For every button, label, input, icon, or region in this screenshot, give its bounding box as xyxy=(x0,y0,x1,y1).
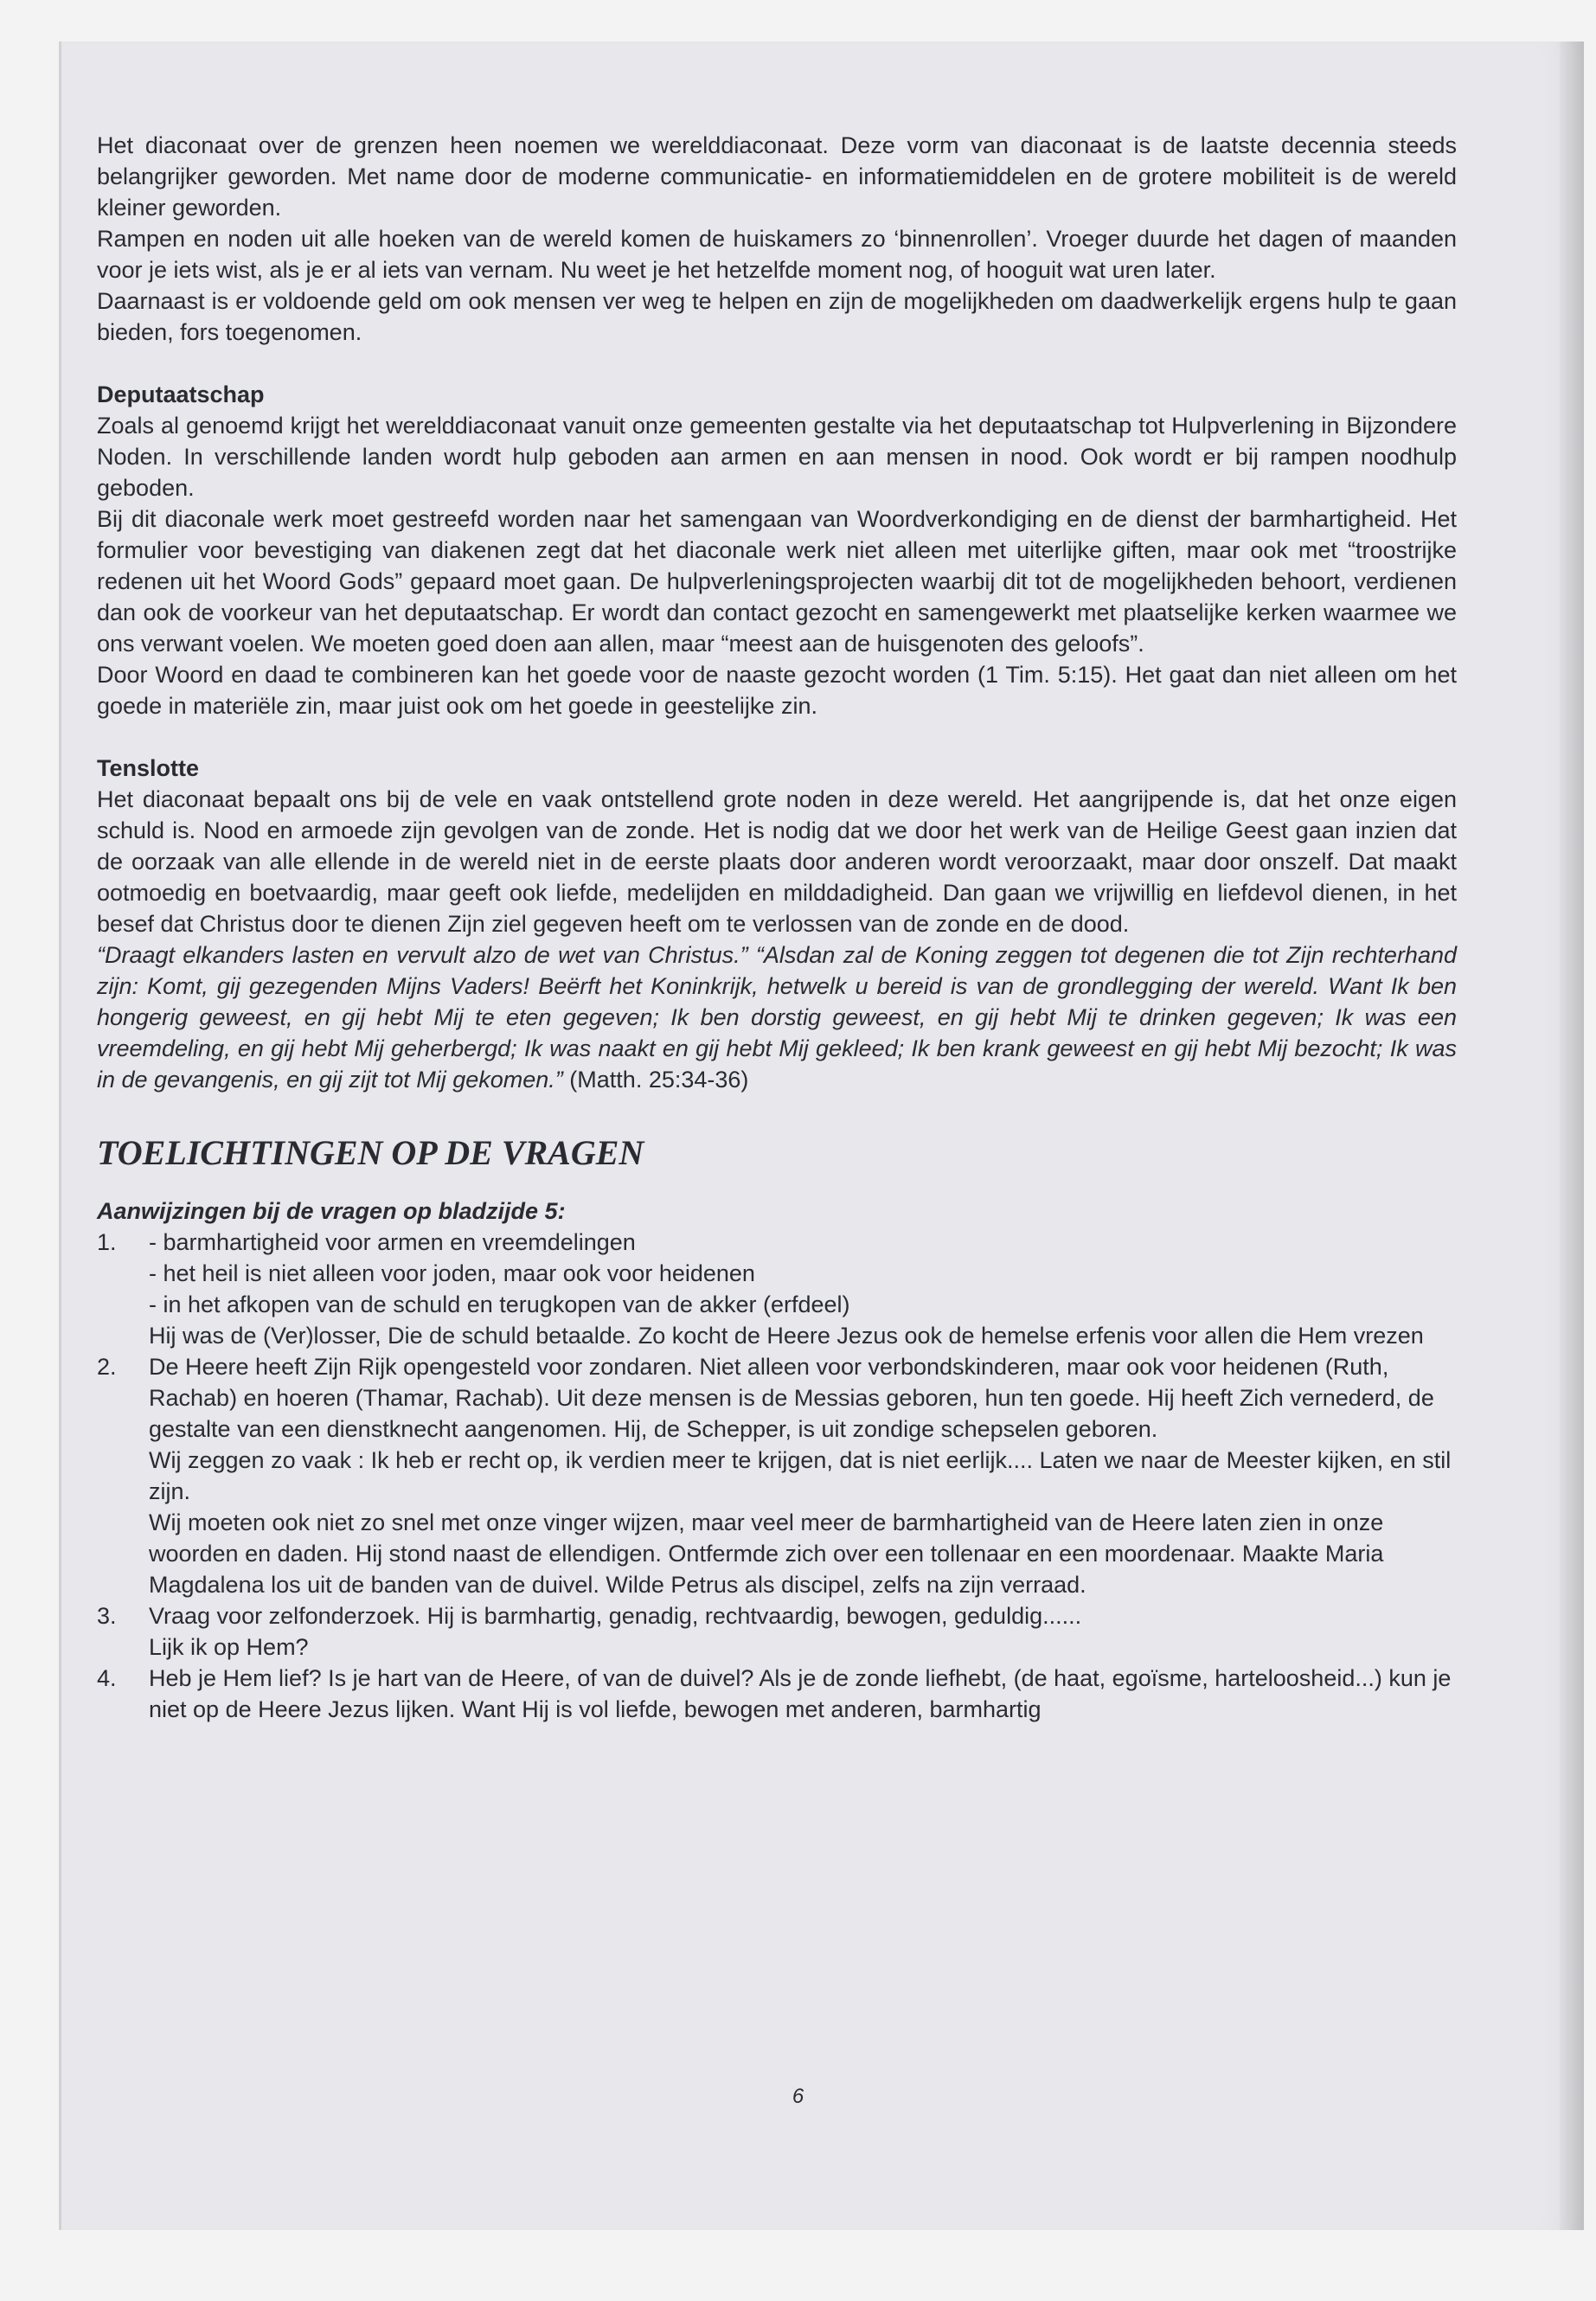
page-content xyxy=(97,130,1457,1725)
item-line: - het heil is niet alleen voor joden, maar ook voor heidenen xyxy=(149,1260,755,1286)
intro-paragraph-2: Rampen en noden uit alle hoeken van de wereld komen de huiskamers zo ‘binnenrollen’. Vroeger duurde het dagen of maanden voor je iets wist, als je er al iets van vernam. Nu weet je het hetzelfde moment nog, of hooguit wat uren later. xyxy=(97,226,1457,283)
section-title: TOELICHTINGEN OP DE VRAGEN xyxy=(97,1133,644,1172)
intro-paragraph-1: Het diaconaat over de grenzen heen noemen we werelddiaconaat. Deze vorm van diaconaat is de laatste decennia steeds belangrijker geworden. Met name door de moderne communicatie- en informatiemiddelen en de grotere mobiliteit is de wereld kleiner geworden. xyxy=(97,132,1457,221)
deputaatschap-paragraph-2: Bij dit diaconale werk moet gestreefd worden naar het samengaan van Woordverkondiging en de dienst der barmhartigheid. Het formulier voor bevestiging van diakenen zegt dat het diaconale werk niet alleen met uiterlijke giften, maar ook met “troostrijke redenen uit het Woord Gods” gepaard moet gaan. De hulpverleningsprojecten waarbij dit tot de mogelijkheden behoort, verdienen dan ook de voorkeur van het deputaatschap. Er wordt dan contact gezocht en samengewerkt met plaatselijke kerken waarmee we ons verwant voelen. We moeten goed doen aan allen, maar “meest aan de huisgenoten des geloofs”. xyxy=(97,506,1457,657)
answer-item-2 xyxy=(97,1351,1457,1600)
item-line: De Heere heeft Zijn Rijk opengesteld voor zondaren. Niet alleen voor verbondskinderen, maar ook voor heidenen (Ruth, Rachab) en hoeren (Thamar, Rachab). Uit deze mensen is de Messias geboren, hun ten goede. Hij heeft Zich vernederd, de gestalte van een dienstknecht aangenomen. Hij, de Schepper, is uit zondige schepselen geboren. xyxy=(149,1354,1434,1442)
item-line: Wij zeggen zo vaak : Ik heb er recht op, ik verdien meer te krijgen, dat is niet eerlijk.... Laten we naar de Meester kijken, en stil zijn. xyxy=(149,1447,1452,1504)
item-line: Wij moeten ook niet zo snel met onze vinger wijzen, maar veel meer de barmhartigheid van de Heere laten zien in onze woorden en daden. Hij stond naast de ellendigen. Ontfermde zich over een tollenaar en een moordenaar. Maakte Maria Magdalena los uit de banden van de duivel. Wilde Petrus als discipel, zelfs na zijn verraad. xyxy=(149,1509,1384,1598)
answer-item-3 xyxy=(97,1600,1457,1663)
intro-paragraph-3: Daarnaast is er voldoende geld om ook mensen ver weg te helpen en zijn de mogelijkheden om daadwerkelijk ergens hulp te gaan bieden, fors toegenomen. xyxy=(97,288,1457,345)
item-number: 3. xyxy=(97,1603,117,1629)
tenslotte-quote-block xyxy=(97,939,1457,1095)
item-line: - in het afkopen van de schuld en terugkopen van de akker (erfdeel) xyxy=(149,1292,850,1317)
item-line: Vraag voor zelfonderzoek. Hij is barmhartig, genadig, rechtvaardig, bewogen, geduldig...... xyxy=(149,1603,1082,1629)
tenslotte-heading: Tenslotte xyxy=(97,755,200,781)
answer-item-4 xyxy=(97,1663,1457,1725)
binding-shadow xyxy=(1560,42,1584,2230)
deputaatschap-paragraph-3: Door Woord en daad te combineren kan het goede voor de naaste gezocht worden (1 Tim. 5:15). Het gaat dan niet alleen om het goede in materiële zin, maar juist ook om het goede in geestelijke zin. xyxy=(97,662,1457,719)
page-number: 6 xyxy=(792,2085,804,2108)
deputaatschap-paragraph-1: Zoals al genoemd krijgt het werelddiaconaat vanuit onze gemeenten gestalte via het deputaatschap tot Hulpverlening in Bijzondere Noden. In verschillende landen wordt hulp geboden aan armen en aan mensen in nood. Ook wordt er bij rampen noodhulp geboden. xyxy=(97,413,1457,501)
answer-item-1 xyxy=(97,1227,1457,1351)
section-subtitle: Aanwijzingen bij de vragen op bladzijde 5: xyxy=(97,1198,566,1224)
item-line: Hij was de (Ver)losser, Die de schuld betaalde. Zo kocht de Heere Jezus ook de hemelse erfenis voor allen die Hem vrezen xyxy=(149,1323,1424,1349)
bible-reference: (Matth. 25:34-36) xyxy=(562,1067,749,1093)
tenslotte-paragraph: Het diaconaat bepaalt ons bij de vele en vaak ontstellend grote noden in deze wereld. Het aangrijpende is, dat het onze eigen schuld is. Nood en armoede zijn gevolgen van de zonde. Het is nodig dat we door het werk van de Heilige Geest gaan inzien dat de oorzaak van alle ellende in de wereld niet in de eerste plaats door anderen wordt veroorzaakt, maar door onszelf. Dat maakt ootmoedig en boetvaardig, maar geeft ook liefde, medelijden en milddadigheid. Dan gaan we vrijwillig en liefdevol dienen, in het besef dat Christus door te dienen Zijn ziel gegeven heeft om te verlossen van de zonde en de dood. xyxy=(97,786,1457,937)
item-number: 4. xyxy=(97,1665,117,1691)
item-number: 2. xyxy=(97,1354,117,1380)
item-line: Heb je Hem lief? Is je hart van de Heere, of van de duivel? Als je de zonde liefhebt, (de haat, egoïsme, harteloosheid...) kun je niet op de Heere Jezus lijken. Want Hij is vol liefde, bewogen met anderen, barmhartig xyxy=(149,1665,1452,1722)
bible-quote: “Draagt elkanders lasten en vervult alzo de wet van Christus.” “Alsdan zal de Koning zeggen tot degenen die tot Zijn rechterhand zijn: Komt, gij gezegenden Mijns Vaders! Beërft het Koninkrijk, hetwelk u bereid is van de grondlegging der wereld. Want Ik ben hongerig geweest, en gij hebt Mij te eten gegeven; Ik ben dorstig geweest, en gij hebt Mij te drinken gegeven; Ik was een vreemdeling, en gij hebt Mij geherbergd; Ik was naakt en gij hebt Mij gekleed; Ik ben krank geweest en gij hebt Mij bezocht; Ik was in de gevangenis, en gij zijt tot Mij gekomen.” xyxy=(97,942,1457,1093)
deputaatschap-heading: Deputaatschap xyxy=(97,381,265,407)
item-number: 1. xyxy=(97,1229,117,1255)
item-line: - barmhartigheid voor armen en vreemdelingen xyxy=(149,1229,636,1255)
item-line: Lijk ik op Hem? xyxy=(149,1634,309,1660)
